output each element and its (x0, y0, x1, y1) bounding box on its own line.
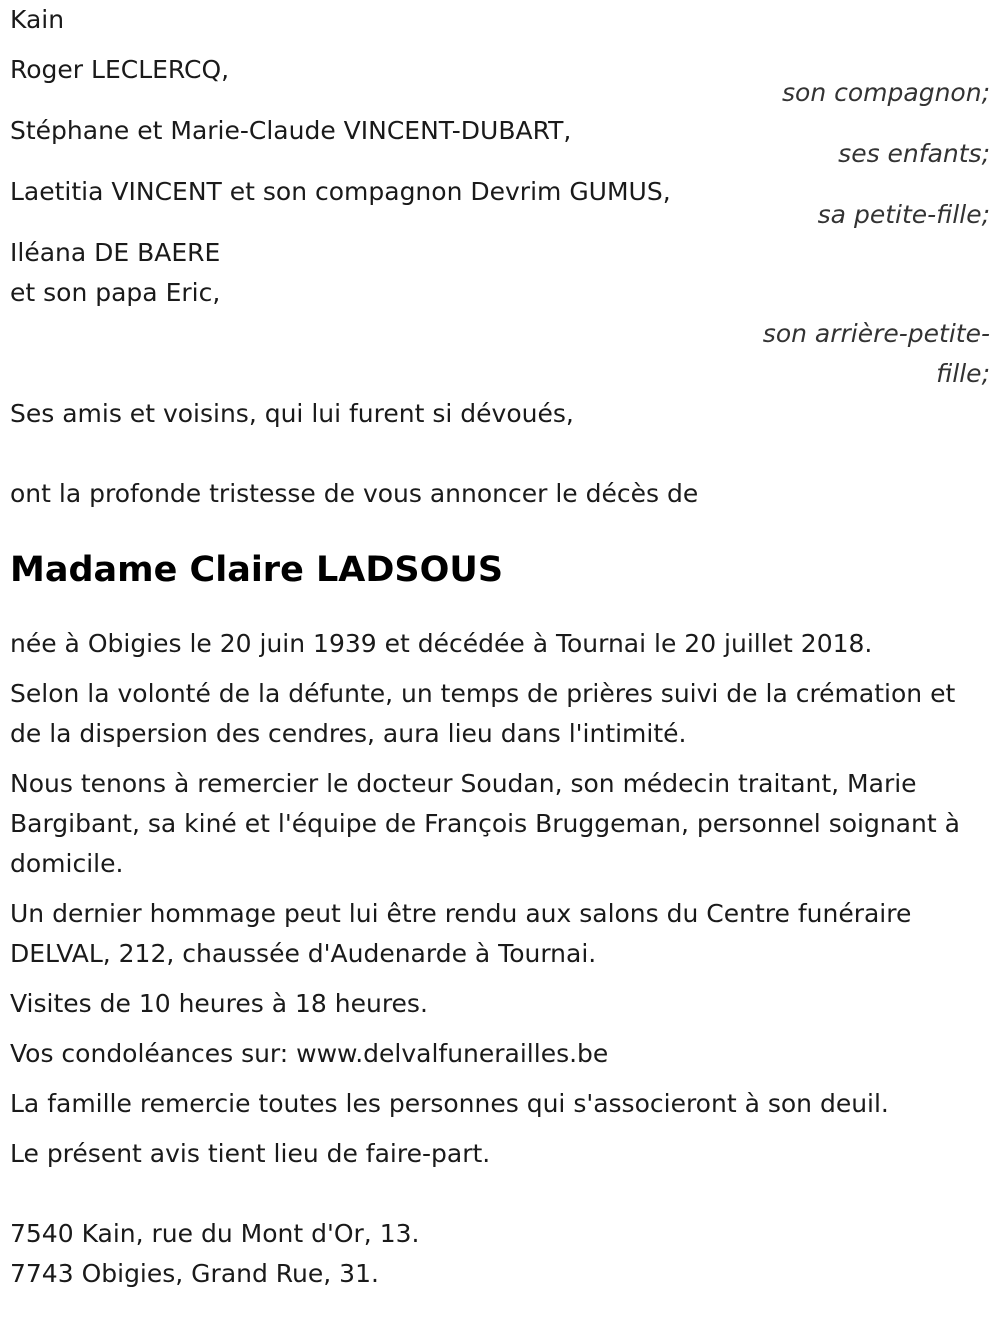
family-name: Iléana DE BAERE (10, 238, 221, 267)
address-line: 7540 Kain, rue du Mont d'Or, 13. (10, 1219, 420, 1248)
family-name: Roger LECLERCQ, (10, 55, 230, 84)
place-label: Kain (10, 5, 65, 34)
family-relation-continued: fille; (936, 359, 990, 388)
family-thanks: La famille remercie toutes les personnes qui s'associeront à son deuil. (10, 1089, 889, 1118)
family-relation: sa petite-fille; (817, 200, 990, 229)
friends-line: Ses amis et voisins, qui lui furent si dévoués, (10, 399, 574, 428)
family-entry (10, 172, 990, 235)
deceased-name: Madame Claire LADSOUS (10, 550, 504, 590)
ceremony-paragraph: Selon la volonté de la défunte, un temps de prières suivi de la crémation et de la dispersion des cendres, aura lieu dans l'intimité. (10, 679, 956, 748)
family-entry (10, 50, 990, 113)
spacer (10, 1124, 990, 1134)
spacer (10, 434, 990, 474)
announcement-line: ont la profonde tristesse de vous annoncer le décès de (10, 479, 699, 508)
obituary-notice (10, 0, 990, 1294)
tribute-paragraph: Un dernier hommage peut lui être rendu aux salons du Centre funéraire DELVAL, 212, chaussée d'Audenarde à Tournai. (10, 899, 912, 968)
spacer (10, 1074, 990, 1084)
spacer (10, 1024, 990, 1034)
spacer (10, 974, 990, 984)
birth-death-dates: née à Obigies le 20 juin 1939 et décédée à Tournai le 20 juillet 2018. (10, 629, 873, 658)
spacer (10, 40, 990, 50)
family-entry (10, 111, 990, 174)
family-name: Stéphane et Marie-Claude VINCENT-DUBART, (10, 116, 572, 145)
family-name: Laetitia VINCENT et son compagnon Devrim GUMUS, (10, 177, 671, 206)
thanks-paragraph: Nous tenons à remercier le docteur Soudan, son médecin traitant, Marie Bargibant, sa kiné et l'équipe de François Bruggeman, personnel soignant à domicile. (10, 769, 960, 878)
spacer (10, 594, 990, 624)
visiting-hours: Visites de 10 heures à 18 heures. (10, 989, 428, 1018)
family-name-continued: et son papa Eric, (10, 278, 221, 307)
spacer (10, 754, 990, 764)
spacer (10, 884, 990, 894)
family-relation: son compagnon; (782, 78, 990, 107)
family-entry (10, 233, 990, 394)
spacer (10, 664, 990, 674)
spacer (10, 514, 990, 546)
family-relation: ses enfants; (838, 139, 990, 168)
notice-statement: Le présent avis tient lieu de faire-part. (10, 1139, 491, 1168)
family-relation: son arrière-petite- (762, 319, 990, 348)
spacer (10, 1174, 990, 1214)
address-line: 7743 Obigies, Grand Rue, 31. (10, 1259, 379, 1288)
condolences-line: Vos condoléances sur: www.delvalfunerailles.be (10, 1039, 609, 1068)
